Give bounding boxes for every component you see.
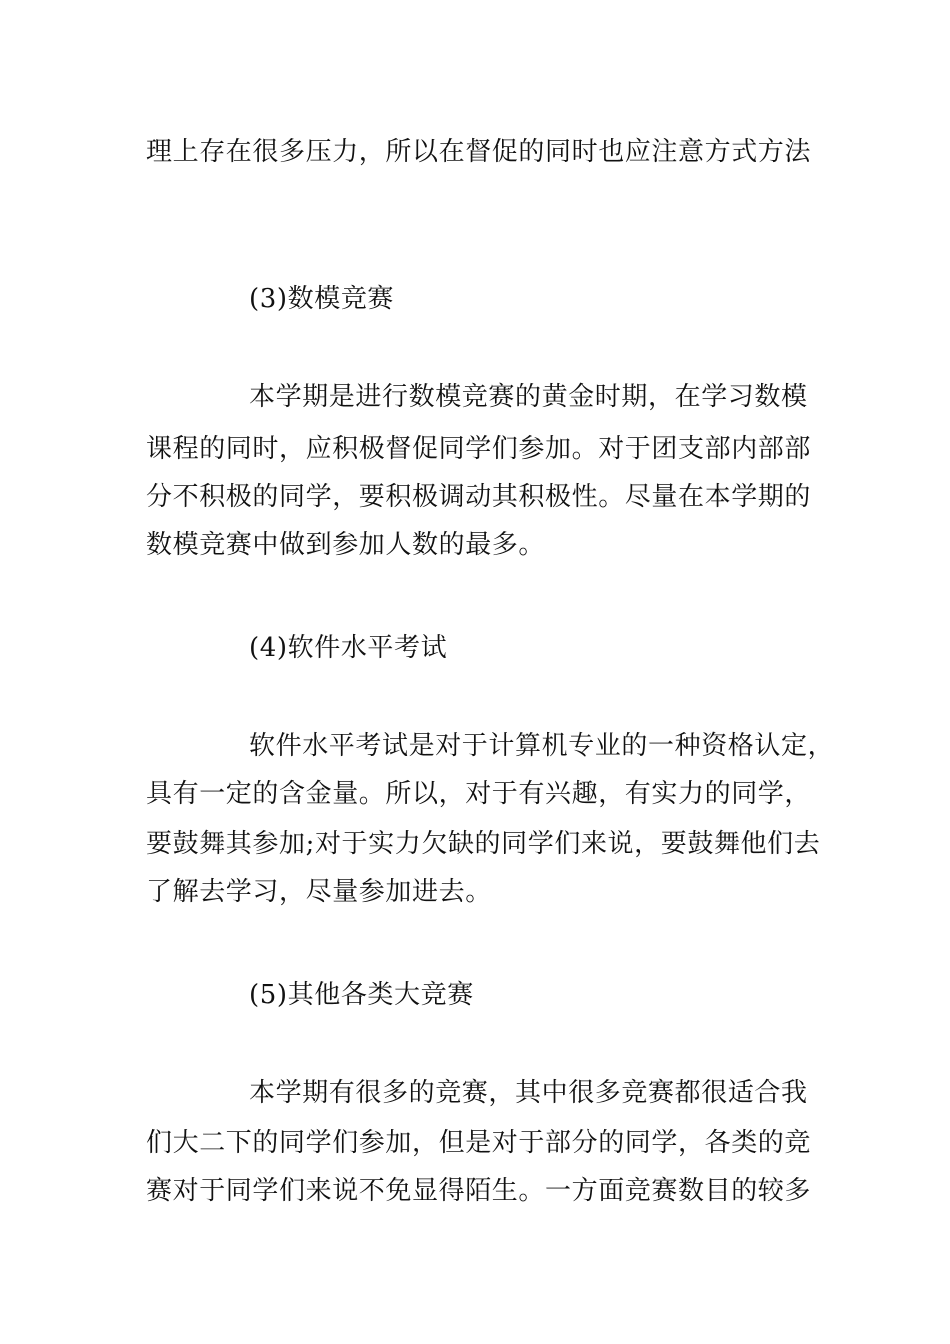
section-3-line-3: 分不积极的同学，要积极调动其积极性。尽量在本学期的 [146,482,812,512]
section-5-line-3: 赛对于同学们来说不免显得陌生。一方面竞赛数目的较多 [146,1176,812,1206]
section-3-line-4: 数模竞赛中做到参加人数的最多。 [146,530,546,560]
section-3-line-1: 本学期是进行数模竞赛的黄金时期，在学习数模 [249,382,808,412]
section-4-line-3: 要鼓舞其参加;对于实力欠缺的同学们来说，要鼓舞他们去 [146,829,821,859]
section-heading-3: (3)数模竞赛 [249,284,395,314]
section-heading-5: (5)其他各类大竞赛 [249,980,474,1010]
section-heading-4: (4)软件水平考试 [249,633,448,663]
section-4-line-4: 了解去学习，尽量参加进去。 [146,877,492,907]
section-4-line-2: 具有一定的含金量。所以，对于有兴趣，有实力的同学， [146,779,812,809]
section-4-line-1: 软件水平考试是对于计算机专业的一种资格认定， [249,731,835,761]
continuation-line: 理上存在很多压力，所以在督促的同时也应注意方式方法 [146,137,812,167]
section-3-line-2: 课程的同时，应积极督促同学们参加。对于团支部内部部 [146,434,812,464]
section-5-line-1: 本学期有很多的竞赛，其中很多竞赛都很适合我 [249,1078,808,1108]
section-5-line-2: 们大二下的同学们参加，但是对于部分的同学，各类的竞 [146,1128,812,1158]
